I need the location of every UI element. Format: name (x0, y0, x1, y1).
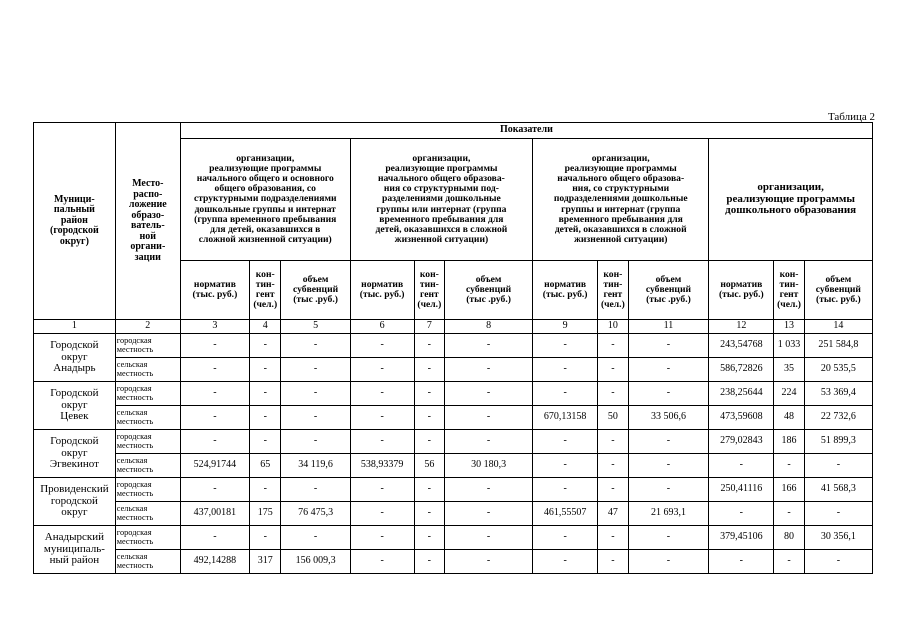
header-group-2: организации, реализующие программы начального общего образова- ния со структурными под- разделениями дошкольные группы или интернат (группа временного пребывания для детей, оказавшихся в сложной жизненной ситуации) (350, 139, 532, 261)
header-norm: норматив (тыс. руб.) (180, 261, 249, 320)
table-cell: 51 899,3 (804, 430, 872, 454)
location-type: городская местность (115, 430, 180, 454)
table-cell: - (533, 526, 598, 550)
table-cell: 473,59608 (709, 406, 774, 430)
table-row (34, 334, 873, 358)
location-type: сельская местность (115, 358, 180, 382)
table-row (34, 526, 873, 550)
table-cell: - (598, 526, 628, 550)
table-cell: - (281, 406, 350, 430)
table-cell: - (774, 550, 804, 574)
table-cell: - (598, 430, 628, 454)
table-cell: - (709, 550, 774, 574)
table-cell: - (445, 358, 533, 382)
table-cell: 317 (250, 550, 281, 574)
table-cell: - (598, 334, 628, 358)
table-cell: 76 475,3 (281, 502, 350, 526)
table-cell: - (350, 334, 414, 358)
table-cell: - (180, 430, 249, 454)
table-cell: - (250, 406, 281, 430)
column-number: 7 (414, 320, 444, 334)
district-name: Городской округ Эгвекинот (34, 430, 116, 478)
table-cell: 538,93379 (350, 454, 414, 478)
table-cell: - (281, 382, 350, 406)
table-cell: 670,13158 (533, 406, 598, 430)
table-cell: - (774, 502, 804, 526)
district-name: Анадырский муниципаль- ный район (34, 526, 116, 574)
table-cell: - (414, 334, 444, 358)
header-group-3: организации, реализующие программы начального общего образова- ния, со структурными подразделениями дошкольные группы и интернат (группа временного пребывания для детей, оказавшихся в сложной жизненной ситуации) (533, 139, 709, 261)
column-number: 6 (350, 320, 414, 334)
table-cell: - (281, 334, 350, 358)
table-cell: - (628, 430, 709, 454)
table-cell: - (350, 502, 414, 526)
column-number: 9 (533, 320, 598, 334)
table-cell: - (350, 406, 414, 430)
header-indicators: Показатели (180, 123, 872, 139)
table-cell: - (414, 526, 444, 550)
column-number: 4 (250, 320, 281, 334)
table-cell: - (628, 526, 709, 550)
table-cell: 22 732,6 (804, 406, 872, 430)
header-group-4: организации, реализующие программы дошкольного образования (709, 139, 873, 261)
table-cell: - (281, 358, 350, 382)
header-contingent: кон- тин- гент (чел.) (250, 261, 281, 320)
table-cell: - (350, 526, 414, 550)
table-cell: 30 180,3 (445, 454, 533, 478)
table-cell: - (250, 382, 281, 406)
table-body (34, 334, 873, 574)
table-cell: - (445, 382, 533, 406)
table-cell: - (445, 502, 533, 526)
table-cell: 41 568,3 (804, 478, 872, 502)
table-cell: 30 356,1 (804, 526, 872, 550)
table-cell: - (628, 382, 709, 406)
table-cell: - (445, 550, 533, 574)
table-cell: - (628, 550, 709, 574)
table-cell: - (533, 334, 598, 358)
table-cell: - (533, 430, 598, 454)
table-cell: 21 693,1 (628, 502, 709, 526)
table-cell: 80 (774, 526, 804, 550)
table-cell: 492,14288 (180, 550, 249, 574)
header-contingent: кон- тин- гент (чел.) (414, 261, 444, 320)
table-cell: - (350, 358, 414, 382)
header-volume: объем субвенций (тыс .руб.) (628, 261, 709, 320)
table-cell: - (709, 502, 774, 526)
table-cell: - (445, 406, 533, 430)
table-cell: 250,41116 (709, 478, 774, 502)
header-norm: норматив (тыс. руб.) (350, 261, 414, 320)
table-cell: 238,25644 (709, 382, 774, 406)
table-cell: - (533, 454, 598, 478)
table-row (34, 502, 873, 526)
table-cell: - (414, 502, 444, 526)
column-number-row (34, 320, 873, 334)
table-cell: - (180, 406, 249, 430)
table-cell: - (250, 526, 281, 550)
table-cell: - (533, 550, 598, 574)
table-cell: 243,54768 (709, 334, 774, 358)
table-cell: - (445, 478, 533, 502)
table-caption: Таблица 2 (827, 111, 875, 123)
table-cell: 166 (774, 478, 804, 502)
table-cell: - (598, 478, 628, 502)
table-cell: - (250, 334, 281, 358)
table-row (34, 430, 873, 454)
table-cell: - (414, 358, 444, 382)
table-cell: 186 (774, 430, 804, 454)
table-cell: - (180, 526, 249, 550)
table-cell: - (445, 526, 533, 550)
location-type: сельская местность (115, 502, 180, 526)
table-cell: - (533, 478, 598, 502)
table-cell: - (180, 334, 249, 358)
header-volume: объем субвенций (тыс .руб.) (445, 261, 533, 320)
table-cell: - (598, 454, 628, 478)
table-cell: - (350, 478, 414, 502)
column-number: 3 (180, 320, 249, 334)
table-cell: - (250, 430, 281, 454)
location-type: городская местность (115, 334, 180, 358)
table-cell: - (445, 430, 533, 454)
district-name: Городской округ Анадырь (34, 334, 116, 382)
header-volume: объем субвенций (тыс. руб.) (804, 261, 872, 320)
location-type: городская местность (115, 526, 180, 550)
table-cell: 65 (250, 454, 281, 478)
table-row (34, 550, 873, 574)
table-cell: 279,02843 (709, 430, 774, 454)
column-number: 2 (115, 320, 180, 334)
table-cell: - (180, 382, 249, 406)
table-cell: 35 (774, 358, 804, 382)
table-cell: 47 (598, 502, 628, 526)
table-cell: - (414, 406, 444, 430)
header-contingent: кон- тин- гент (чел.) (774, 261, 804, 320)
table-row (34, 358, 873, 382)
table-cell: - (533, 358, 598, 382)
table-cell: 20 535,5 (804, 358, 872, 382)
header-norm: норматив (тыс. руб.) (533, 261, 598, 320)
subsidy-table (33, 122, 873, 574)
table-cell: 53 369,4 (804, 382, 872, 406)
table-cell: 56 (414, 454, 444, 478)
table-cell: - (709, 454, 774, 478)
table-cell: - (250, 358, 281, 382)
header-group-1: организации, реализующие программы начального общего и основного общего образования, со структурными подразделениями дошкольные группы и интернат (группа временного пребывания для детей, оказавшихся в сложной жизненной ситуации) (180, 139, 350, 261)
table-cell: - (281, 478, 350, 502)
column-number: 12 (709, 320, 774, 334)
column-number: 11 (628, 320, 709, 334)
table-row (34, 454, 873, 478)
table-cell: - (628, 334, 709, 358)
table-cell: - (598, 382, 628, 406)
location-type: городская местность (115, 382, 180, 406)
table-cell: 48 (774, 406, 804, 430)
table-cell: - (350, 550, 414, 574)
table-cell: - (804, 502, 872, 526)
table-cell: - (414, 550, 444, 574)
table-cell: 524,91744 (180, 454, 249, 478)
column-number: 5 (281, 320, 350, 334)
table-cell: 50 (598, 406, 628, 430)
table-row (34, 406, 873, 430)
table-cell: - (533, 382, 598, 406)
table-cell: - (281, 430, 350, 454)
table-cell: - (804, 454, 872, 478)
table-cell: - (598, 550, 628, 574)
table-cell: - (414, 478, 444, 502)
column-number: 13 (774, 320, 804, 334)
column-number: 1 (34, 320, 116, 334)
table-cell: 156 009,3 (281, 550, 350, 574)
table-cell: - (414, 430, 444, 454)
table-cell: - (350, 382, 414, 406)
table-cell: 175 (250, 502, 281, 526)
table-cell: - (598, 358, 628, 382)
table-row (34, 382, 873, 406)
table-cell: 224 (774, 382, 804, 406)
header-volume: объем субвенций (тыс .руб.) (281, 261, 350, 320)
district-name: Городской округ Цевек (34, 382, 116, 430)
table-cell: - (445, 334, 533, 358)
district-name: Провиденский городской округ (34, 478, 116, 526)
table-cell: 586,72826 (709, 358, 774, 382)
table-cell: 251 584,8 (804, 334, 872, 358)
table-cell: - (628, 358, 709, 382)
table-cell: - (180, 478, 249, 502)
table-cell: - (628, 478, 709, 502)
header-norm: норматив (тыс. руб.) (709, 261, 774, 320)
table-cell: 461,55507 (533, 502, 598, 526)
table-cell: - (350, 430, 414, 454)
table-cell: - (250, 478, 281, 502)
table-row (34, 478, 873, 502)
column-number: 10 (598, 320, 628, 334)
table-cell: 1 033 (774, 334, 804, 358)
header-district: Муници- пальный район (городской округ) (34, 123, 116, 320)
location-type: сельская местность (115, 454, 180, 478)
column-number: 14 (804, 320, 872, 334)
table-cell: - (414, 382, 444, 406)
location-type: сельская местность (115, 406, 180, 430)
table-cell: 33 506,6 (628, 406, 709, 430)
table-cell: - (281, 526, 350, 550)
table-cell: 34 119,6 (281, 454, 350, 478)
table-cell: - (774, 454, 804, 478)
table-cell: - (180, 358, 249, 382)
column-number: 8 (445, 320, 533, 334)
table-cell: - (804, 550, 872, 574)
table-cell: 437,00181 (180, 502, 249, 526)
table-cell: - (628, 454, 709, 478)
header-location: Место- распо- ложение образо- ватель- ной органи- зации (115, 123, 180, 320)
table-cell: 379,45106 (709, 526, 774, 550)
location-type: сельская местность (115, 550, 180, 574)
header-contingent: кон- тин- гент (чел.) (598, 261, 628, 320)
location-type: городская местность (115, 478, 180, 502)
